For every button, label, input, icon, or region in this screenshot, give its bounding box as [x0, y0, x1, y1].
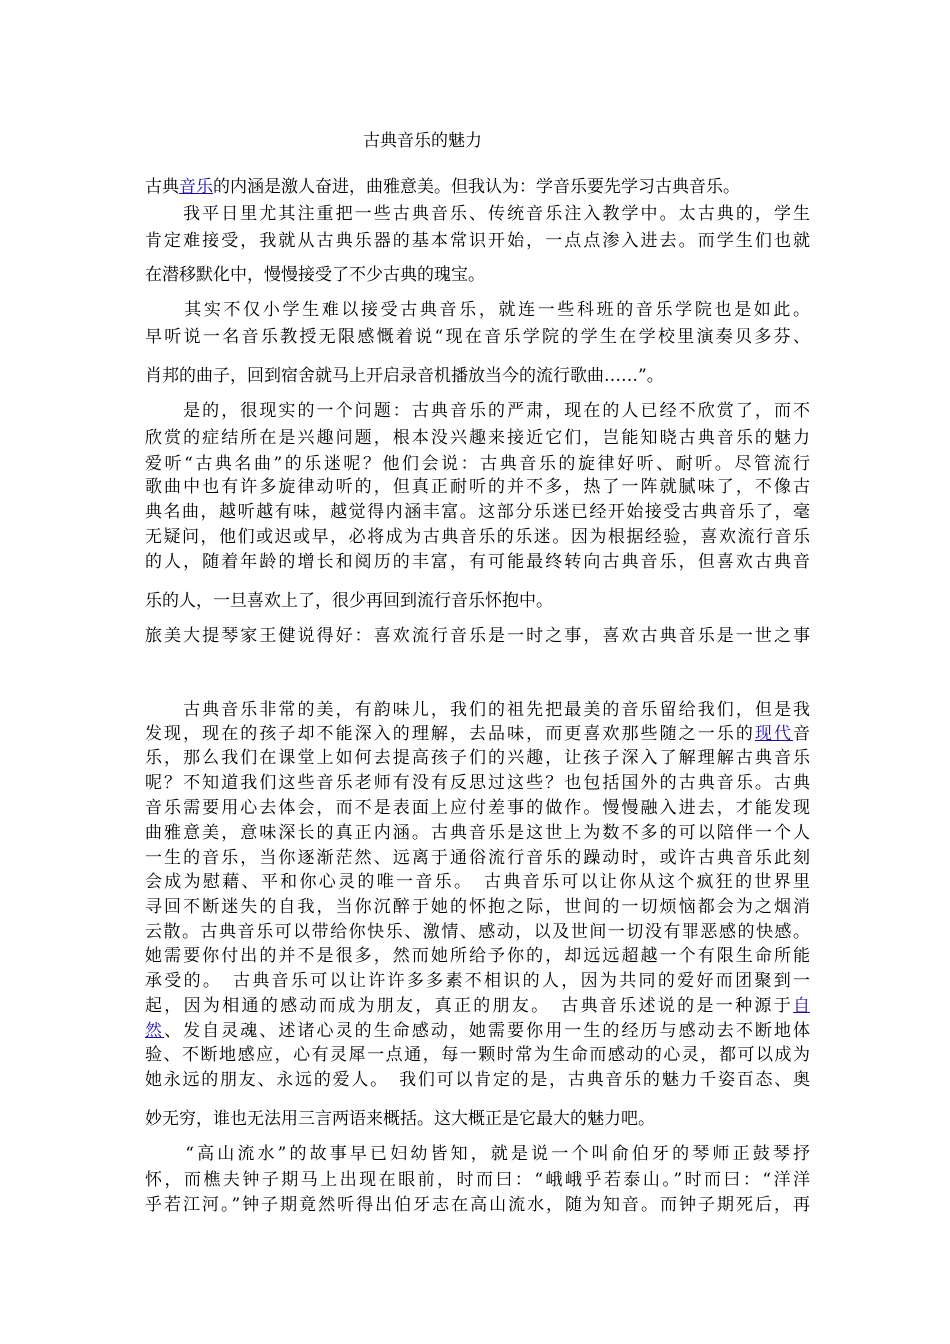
p1-line: 肯定难接受，我就从古典乐器的基本常识开始，一点点渗入进去。而学生们也就: [145, 231, 810, 251]
p1-line: 在潜移默化中，慢慢接受了不少古典的瑰宝。: [145, 265, 485, 285]
p4-line: 音乐需要用心去体会，而不是表面上应付差事的做作。慢慢融入进去，才能发现: [145, 798, 810, 818]
p4-line: [145, 1020, 810, 1042]
p3-line: 爱听“古典名曲”的乐迷呢？他们会说：古典音乐的旋律好听、耐听。尽管流行: [145, 454, 810, 474]
p3-line: 乐的人，一旦喜欢上了，很少再回到流行音乐怀抱中。: [145, 591, 553, 611]
p4-line: 一生的音乐，当你逐渐茫然、远离于通俗流行音乐的躁动时，或许古典音乐此刻: [145, 848, 810, 868]
p4-line-text: 起，因为相通的感动而成为朋友，真正的朋友。 古典音乐述说的是一种源于: [145, 996, 793, 1016]
p5-line: 乎若江河。”钟子期竟然听得出伯牙志在高山流水，随为知音。而钟子期死后，再: [145, 1195, 810, 1215]
p4-line: [145, 995, 810, 1017]
p2-line: 其实不仅小学生难以接受古典音乐，就连一些科班的音乐学院也是如此。: [145, 300, 810, 320]
p4-line-text: 发现，现在的孩子却不能深入的理解，去品味，而更喜欢那些随之一乐的: [145, 724, 755, 744]
p4-line-text: 、发自灵魂、述诸心灵的生命感动，她需要你用一生的经历与感动去不断地体: [164, 1021, 811, 1041]
p3-line: 无疑问，他们或迟或早，必将成为古典音乐的乐迷。因为根据经验，喜欢流行音乐: [145, 527, 810, 547]
p4-line: 她永远的朋友、永远的爱人。 我们可以肯定的是，古典音乐的魅力千姿百态、奥: [145, 1070, 810, 1090]
intro-prefix: 古典: [145, 177, 179, 197]
p3-line: 是的，很现实的一个问题：古典音乐的严肃，现在的人已经不欣赏了，而不: [145, 401, 810, 421]
p5-line: “高山流水”的故事早已妇幼皆知，就是说一个叫俞伯牙的琴师正鼓琴抒: [145, 1144, 810, 1164]
p3-line: 典名曲，越听越有味，越觉得内涵丰富。这部分乐迷已经开始接受古典音乐了，毫: [145, 502, 810, 522]
p2-line: 肖邦的曲子，回到宿舍就马上开启录音机播放当今的流行歌曲……”。: [145, 366, 664, 386]
p4-line: 云散。古典音乐可以带给你快乐、激情、感动，以及世间一切没有罪恶感的快感。: [145, 922, 810, 942]
p4-line: 她需要你付出的并不是很多，然而她所给予你的，却远远超越一个有限生命所能: [145, 946, 810, 966]
p2-line: 早听说一名音乐教授无限感慨着说“现在音乐学院的学生在学校里演奏贝多芬、: [145, 327, 810, 347]
intro-suffix: 的内涵是激人奋进，曲雅意美。但我认为：学音乐要先学习古典音乐。: [213, 177, 740, 197]
p3-line: 的人，随着年龄的增长和阅历的丰富，有可能最终转向古典音乐，但喜欢古典音: [145, 552, 810, 572]
p4-line: 呢？不知道我们这些音乐老师有没有反思过这些？也包括国外的古典音乐。古典: [145, 773, 810, 793]
p1-line: 我平日里尤其注重把一些古典音乐、传统音乐注入教学中。太古典的，学生: [145, 204, 810, 224]
modern-link[interactable]: 现代: [754, 724, 794, 744]
p4-line: 妙无穷，谁也无法用三言两语来概括。这大概正是它最大的魅力吧。: [145, 1109, 655, 1129]
nature-link-part1[interactable]: 自: [793, 996, 810, 1016]
p4-line: 曲雅意美，意味深长的真正内涵。古典音乐是这世上为数不多的可以陪伴一个人: [145, 823, 810, 843]
p4-line: 承受的。 古典音乐可以让许许多多素不相识的人，因为共同的爱好而团聚到一: [145, 971, 810, 991]
nature-link-part2[interactable]: 然: [145, 1021, 165, 1041]
p4-line-text: 音: [793, 724, 811, 744]
p4-line: 寻回不断迷失的自我，当你沉醉于她的怀抱之际，世间的一切烦恼都会为之烟消: [145, 897, 810, 917]
p4-line: 验、不断地感应，心有灵犀一点通，每一颗时常为生命而感动的心灵，都可以成为: [145, 1045, 810, 1065]
page-title: 古典音乐的魅力: [363, 131, 482, 151]
p4-line: 乐，那么我们在课堂上如何去提高孩子们的兴趣，让孩子深入了解理解古典音乐: [145, 748, 810, 768]
p4-line: 会成为慰藉、平和你心灵的唯一音乐。 古典音乐可以让你从这个疯狂的世界里: [145, 872, 810, 892]
music-link[interactable]: 音乐: [179, 177, 213, 197]
p4-line: [145, 723, 810, 745]
p5-line: 怀，而樵夫钟子期马上出现在眼前，时而曰：“峨峨乎若泰山。”时而曰：“洋洋: [145, 1170, 810, 1190]
intro-line: [145, 176, 810, 198]
p3-line: 欣赏的症结所在是兴趣问题，根本没兴趣来接近它们，岂能知晓古典音乐的魅力: [145, 428, 810, 448]
quote-line: 旅美大提琴家王健说得好：喜欢流行音乐是一时之事，喜欢古典音乐是一世之事: [145, 626, 810, 646]
p3-line: 歌曲中也有许多旋律动听的，但真正耐听的并不多，热了一阵就腻味了，不像古: [145, 477, 810, 497]
p4-line: 古典音乐非常的美，有韵味儿，我们的祖先把最美的音乐留给我们，但是我: [145, 700, 810, 720]
